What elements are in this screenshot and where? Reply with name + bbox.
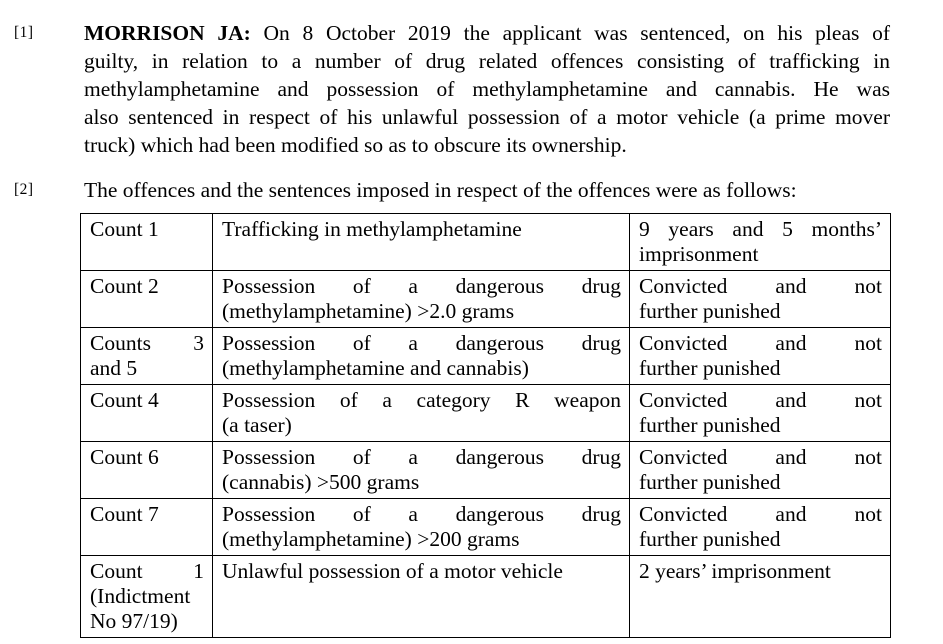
paragraph-marker: [1] [14, 24, 34, 41]
paragraph-text [84, 176, 890, 204]
cell-line: Counts 3 [90, 331, 204, 355]
cell-offence [213, 214, 630, 271]
cell-line: (methylamphetamine) >2.0 grams [222, 299, 515, 323]
cell-line: (a taser) [222, 413, 292, 437]
cell-line: Trafficking in methylamphetamine [222, 217, 522, 241]
cell-sentence [630, 442, 891, 499]
cell-line: Convicted and not [639, 331, 882, 355]
cell-count [81, 328, 213, 385]
text-line: guilty, in relation to a number of drug related offences consisting of trafficking in [84, 49, 890, 73]
cell-line: Possession of a dangerous drug [222, 502, 621, 526]
cell-line: (methylamphetamine and cannabis) [222, 356, 529, 380]
table-row [81, 271, 891, 328]
cell-count [81, 271, 213, 328]
cell-line: Possession of a dangerous drug [222, 274, 621, 298]
cell-line: further punished [639, 356, 781, 380]
cell-line: Count 7 [90, 502, 159, 526]
cell-line: Count 4 [90, 388, 159, 412]
cell-offence [213, 499, 630, 556]
cell-offence [213, 271, 630, 328]
text-line-rest: On 8 October 2019 the applicant was sentenced, on his pleas of [263, 21, 890, 45]
cell-line: and 5 [90, 356, 138, 380]
cell-line: (cannabis) >500 grams [222, 470, 420, 494]
cell-sentence [630, 271, 891, 328]
cell-line: 2 years’ imprisonment [639, 559, 831, 583]
table-row [81, 214, 891, 271]
text-line: truck) which had been modified so as to obscure its ownership. [84, 133, 627, 157]
cell-line: further punished [639, 299, 781, 323]
cell-line: (methylamphetamine) >200 grams [222, 527, 520, 551]
cell-count [81, 499, 213, 556]
cell-sentence [630, 556, 891, 638]
cell-line: 9 years and 5 months’ [639, 217, 882, 241]
table-row [81, 499, 891, 556]
cell-line: further punished [639, 413, 781, 437]
table-row [81, 556, 891, 638]
cell-count [81, 556, 213, 638]
cell-sentence [630, 499, 891, 556]
cell-line: No 97/19) [90, 609, 178, 633]
cell-count [81, 442, 213, 499]
cell-line: further punished [639, 470, 781, 494]
paragraph-text [84, 19, 890, 159]
cell-line: Count 1 [90, 217, 159, 241]
cell-line: Count 2 [90, 274, 159, 298]
paragraph-2 [14, 176, 943, 204]
cell-sentence [630, 328, 891, 385]
text-line: also sentenced in respect of his unlawful possession of a motor vehicle (a prime mover [84, 105, 890, 129]
cell-offence [213, 385, 630, 442]
cell-count [81, 214, 213, 271]
table-row [81, 442, 891, 499]
cell-line: Convicted and not [639, 274, 882, 298]
cell-line: imprisonment [639, 242, 759, 266]
table-row [81, 385, 891, 442]
cell-line: Possession of a dangerous drug [222, 445, 621, 469]
cell-line: Convicted and not [639, 388, 882, 412]
paragraph-1 [14, 19, 943, 159]
text-line [84, 19, 890, 47]
sentence-table [80, 213, 891, 638]
cell-offence [213, 328, 630, 385]
cell-line: Convicted and not [639, 502, 882, 526]
text-line: The offences and the sentences imposed in respect of the offences were as follows: [84, 178, 797, 202]
table-row [81, 328, 891, 385]
cell-sentence [630, 214, 891, 271]
cell-offence [213, 556, 630, 638]
cell-line: Count 6 [90, 445, 159, 469]
cell-line: Unlawful possession of a motor vehicle [222, 559, 563, 583]
judge-name-bold: MORRISON JA: [84, 21, 251, 45]
cell-line: (Indictment [90, 584, 191, 608]
cell-count [81, 385, 213, 442]
cell-line: Count 1 [90, 559, 204, 583]
cell-sentence [630, 385, 891, 442]
cell-line: Possession of a category R weapon [222, 388, 621, 412]
cell-line: further punished [639, 527, 781, 551]
cell-offence [213, 442, 630, 499]
cell-line: Convicted and not [639, 445, 882, 469]
text-line: methylamphetamine and possession of methylamphetamine and cannabis. He was [84, 77, 890, 101]
paragraph-marker: [2] [14, 181, 34, 198]
cell-line: Possession of a dangerous drug [222, 331, 621, 355]
